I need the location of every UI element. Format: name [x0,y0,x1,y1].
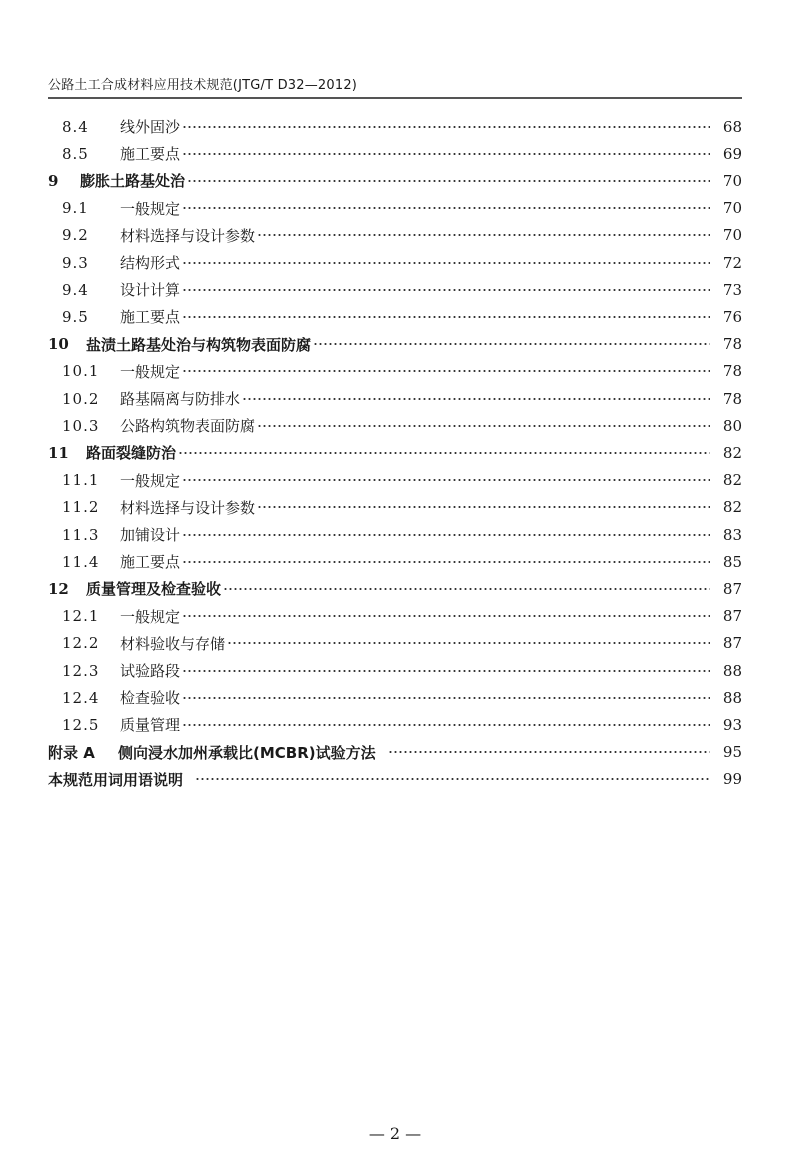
toc-entry[interactable] [48,195,742,222]
page-number: — 2 — [368,1124,422,1143]
toc-entry-number: 10.2 [62,389,100,408]
toc-entry[interactable] [48,657,742,684]
toc-entry[interactable] [48,439,742,466]
dot-leader [182,258,710,268]
toc-entry-number: 附录 A [48,743,95,762]
toc-entry-page: 80 [722,416,742,435]
toc-entry-number: 8.4 [62,117,89,136]
toc-entry-number: 12.4 [62,688,100,707]
toc-entry-title: 侧向浸水加州承载比(MCBR)试验方法 [118,743,376,762]
toc-entry-page: 78 [722,389,742,408]
toc-entry-title: 检查验收 [120,689,181,708]
toc-entry[interactable] [48,303,742,330]
dot-leader [388,747,710,757]
dot-leader [182,312,710,322]
toc-entry[interactable] [48,249,742,276]
toc-entry-page: 82 [722,471,742,490]
dot-leader [182,557,710,567]
toc-entry-page: 99 [722,770,742,789]
dot-leader [182,203,710,213]
toc-entry-number: 9.4 [62,280,89,299]
toc-entry-number: 12.1 [62,607,100,626]
toc-entry[interactable] [48,548,742,575]
toc-entry-title: 膨胀土路基处治 [80,172,186,191]
dot-leader [242,394,710,404]
toc-entry-page: 70 [722,199,742,218]
toc-entry-number: 9.1 [62,199,89,218]
toc-entry-title: 路基隔离与防排水 [120,390,241,408]
toc-entry-number: 11.2 [62,498,100,517]
toc-entry-number: 12.3 [62,661,100,680]
toc-entry-title: 材料选择与设计参数 [120,226,256,245]
toc-entry-page: 70 [722,226,742,245]
toc-entry[interactable] [48,575,742,602]
toc-entry-number: 11.1 [62,471,100,490]
toc-entry-page: 85 [722,552,742,571]
header-rule [48,97,742,99]
dot-leader [182,366,710,376]
toc-entry[interactable] [48,711,742,738]
dot-leader [195,774,710,784]
toc-entry-title: 一般规定 [120,362,181,381]
toc-entry-number: 8.5 [62,144,89,163]
toc-entry-page: 87 [722,579,742,598]
toc-entry-page: 87 [722,634,742,653]
toc-entry-page: 76 [722,307,742,326]
toc-entry[interactable] [48,766,742,793]
toc-entry[interactable] [48,385,742,412]
toc-entry[interactable] [48,113,742,140]
toc-entry-page: 82 [722,443,742,462]
toc-entry[interactable] [48,467,742,494]
toc-entry-title: 设计计算 [120,281,181,300]
dot-leader [257,421,710,431]
toc-entry[interactable] [48,521,742,548]
toc-entry-page: 93 [722,715,742,734]
toc-entry-number: 11.4 [62,552,100,571]
toc-entry-title: 加铺设计 [120,526,181,544]
dot-leader [182,530,710,540]
dot-leader [182,475,710,485]
toc-entry-number: 12.2 [62,634,100,653]
toc-entry[interactable] [48,630,742,657]
dot-leader [178,448,710,458]
toc-entry[interactable] [48,684,742,711]
dot-leader [182,666,710,676]
dot-leader [227,638,710,648]
toc-entry-page: 78 [722,362,742,381]
toc-entry-page: 88 [722,688,742,707]
toc-entry-number: 12.5 [62,715,100,734]
toc-entry-number: 9 [48,171,59,190]
toc-entry-title: 线外固沙 [120,118,181,136]
toc-entry-title: 公路构筑物表面防腐 [120,417,256,436]
dot-leader [182,122,710,132]
toc-entry-number: 10.3 [62,416,100,435]
toc-entry-title: 一般规定 [120,471,181,490]
toc-entry-title: 结构形式 [120,254,181,272]
toc-entry-page: 78 [722,335,742,354]
toc-entry-title: 质量管理 [120,716,181,735]
dot-leader [182,285,710,295]
toc-entry-title: 一般规定 [120,199,181,218]
toc-entry-title: 本规范用词用语说明 [48,770,184,789]
toc-entry-page: 69 [722,144,742,163]
toc-entry[interactable] [48,603,742,630]
toc-entry[interactable] [48,222,742,249]
dot-leader [187,176,710,186]
running-header: 公路土工合成材料应用技术规范(JTG/T D32—2012) [48,78,358,93]
toc-entry-title: 施工要点 [120,145,181,164]
toc-entry[interactable] [48,167,742,194]
dot-leader [257,230,710,240]
toc-entry[interactable] [48,358,742,385]
toc-entry-page: 83 [722,525,742,544]
toc-entry-number: 9.2 [62,226,89,245]
toc-entry-number: 9.5 [62,307,89,326]
toc-entry-title: 施工要点 [120,308,181,327]
toc-entry-page: 95 [722,743,742,762]
toc-entry-page: 68 [722,117,742,136]
toc-entry-title: 试验路段 [120,662,181,680]
dot-leader [223,584,710,594]
toc-entry-number: 10.1 [62,362,100,381]
toc-entry[interactable] [48,739,742,766]
dot-leader [313,339,710,349]
dot-leader [182,611,710,621]
toc-entry[interactable] [48,331,742,358]
toc-entry-title: 施工要点 [120,553,181,572]
toc-entry-title: 材料验收与存储 [120,634,226,653]
toc-entry-number: 9.3 [62,253,89,272]
dot-leader [257,502,710,512]
dot-leader [182,720,710,730]
toc-entry-title: 路面裂缝防治 [86,444,177,463]
toc-entry-title: 盐渍土路基处治与构筑物表面防腐 [86,335,312,354]
dot-leader [182,149,710,159]
toc-entry-title: 质量管理及检查验收 [86,580,222,599]
toc-entry[interactable] [48,494,742,521]
toc-entry[interactable] [48,412,742,439]
toc-entry-page: 87 [722,607,742,626]
toc-entry-page: 88 [722,661,742,680]
toc-entry-number: 11.3 [62,525,100,544]
toc-entry[interactable] [48,276,742,303]
toc-entry-title: 材料选择与设计参数 [120,498,256,517]
toc-entry-page: 70 [722,171,742,190]
toc-entry-title: 一般规定 [120,607,181,626]
toc-entry-number: 10 [48,335,69,354]
toc-entry-number: 12 [48,579,69,598]
toc-entry-page: 73 [722,280,742,299]
dot-leader [182,693,710,703]
toc-entry-page: 72 [722,253,742,272]
toc-entry-page: 82 [722,498,742,517]
toc-entry[interactable] [48,140,742,167]
toc-entry-number: 11 [48,443,69,462]
